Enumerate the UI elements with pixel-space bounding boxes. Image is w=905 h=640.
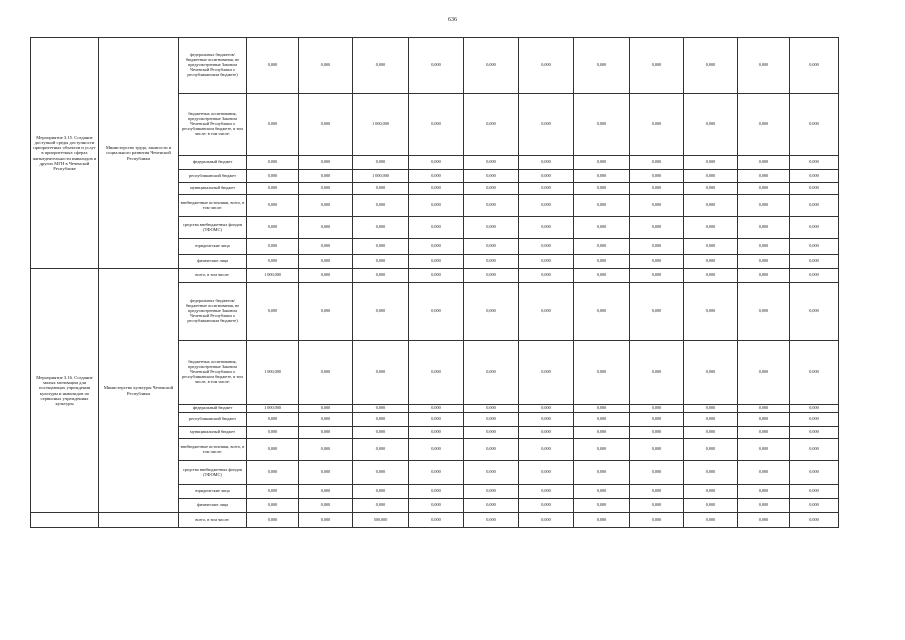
funding-source-label: физические лица bbox=[179, 255, 247, 269]
funding-value: 0,000 bbox=[684, 485, 738, 499]
funding-value: 0,000 bbox=[299, 170, 353, 183]
funding-value: 0,000 bbox=[464, 427, 519, 439]
funding-value: 0,000 bbox=[464, 170, 519, 183]
funding-source-label: юридические лица bbox=[179, 239, 247, 255]
table-row bbox=[31, 513, 839, 528]
funding-value: 0,000 bbox=[630, 269, 684, 283]
funding-value: 0,000 bbox=[630, 195, 684, 217]
funding-value: 0,000 bbox=[574, 413, 630, 427]
funding-value: 0,000 bbox=[353, 439, 409, 461]
funding-value: 0,000 bbox=[353, 156, 409, 170]
funding-value: 0,000 bbox=[409, 156, 464, 170]
funding-value: 0,000 bbox=[630, 427, 684, 439]
funding-source-label: муниципальный бюджет bbox=[179, 427, 247, 439]
funding-value: 0,000 bbox=[299, 217, 353, 239]
funding-value: 0,000 bbox=[790, 255, 839, 269]
funding-value: 0,000 bbox=[409, 239, 464, 255]
funding-value: 0,000 bbox=[630, 413, 684, 427]
funding-value: 0,000 bbox=[519, 513, 574, 528]
funding-value: 0,000 bbox=[409, 255, 464, 269]
funding-value: 0,000 bbox=[519, 269, 574, 283]
funding-value: 0,000 bbox=[738, 427, 790, 439]
executor-name: Министерство труда, занятости и социального развития Чеченской Республики bbox=[99, 38, 179, 269]
funding-source-label: физические лица bbox=[179, 499, 247, 513]
funding-value: 0,000 bbox=[409, 499, 464, 513]
funding-value: 0,000 bbox=[353, 38, 409, 94]
funding-value: 0,000 bbox=[299, 405, 353, 413]
funding-value: 0,000 bbox=[790, 195, 839, 217]
funding-value: 0,000 bbox=[519, 183, 574, 195]
funding-value: 0,000 bbox=[630, 439, 684, 461]
funding-value: 0,000 bbox=[464, 38, 519, 94]
funding-value: 0,000 bbox=[464, 183, 519, 195]
funding-value: 0,000 bbox=[247, 499, 299, 513]
funding-value: 0,000 bbox=[464, 195, 519, 217]
funding-value: 0,000 bbox=[738, 439, 790, 461]
funding-value: 0,000 bbox=[684, 255, 738, 269]
funding-value: 0,000 bbox=[738, 461, 790, 485]
funding-value: 0,000 bbox=[790, 341, 839, 405]
funding-source-label: внебюджетные источники, всего, в том числе: bbox=[179, 195, 247, 217]
funding-value: 0,000 bbox=[464, 461, 519, 485]
funding-value: 0,000 bbox=[464, 499, 519, 513]
funding-value: 0,000 bbox=[738, 405, 790, 413]
funding-value: 0,000 bbox=[684, 439, 738, 461]
funding-value: 0,000 bbox=[684, 170, 738, 183]
funding-value: 0,000 bbox=[738, 156, 790, 170]
funding-value: 0,000 bbox=[574, 405, 630, 413]
funding-value: 0,000 bbox=[519, 461, 574, 485]
funding-value: 0,000 bbox=[684, 38, 738, 94]
funding-source-label: федеральных бюджетов/бюджетные ассигнования, не предусмотренные Законом Чеченской Республики о республиканском бюджете) bbox=[179, 283, 247, 341]
funding-value: 0,000 bbox=[790, 38, 839, 94]
funding-value: 0,000 bbox=[299, 195, 353, 217]
funding-value: 0,000 bbox=[247, 239, 299, 255]
funding-value: 0,000 bbox=[519, 439, 574, 461]
funding-value: 0,000 bbox=[353, 413, 409, 427]
funding-value: 0,000 bbox=[790, 94, 839, 156]
funding-value: 0,000 bbox=[519, 499, 574, 513]
funding-value: 0,000 bbox=[247, 283, 299, 341]
executor-name bbox=[99, 513, 179, 528]
funding-value: 0,000 bbox=[684, 461, 738, 485]
funding-value: 0,000 bbox=[574, 255, 630, 269]
funding-value: 0,000 bbox=[409, 195, 464, 217]
table-row bbox=[31, 38, 839, 94]
funding-value: 0,000 bbox=[519, 239, 574, 255]
funding-value: 0,000 bbox=[738, 283, 790, 341]
funding-value: 0,000 bbox=[464, 341, 519, 405]
funding-value: 0,000 bbox=[684, 499, 738, 513]
funding-value: 0,000 bbox=[247, 195, 299, 217]
funding-value: 0,000 bbox=[299, 461, 353, 485]
financing-table bbox=[30, 37, 839, 528]
funding-value: 0,000 bbox=[409, 217, 464, 239]
funding-value: 0,000 bbox=[247, 217, 299, 239]
funding-value: 0,000 bbox=[574, 513, 630, 528]
measure-name: Мероприятие 3.16. Создание малых мотивации для посещающих учреждения культуры и инвалидов по сервисных учреждениях культуры bbox=[31, 269, 99, 513]
funding-source-label: республиканский бюджет bbox=[179, 413, 247, 427]
funding-value: 0,000 bbox=[574, 485, 630, 499]
funding-value: 0,000 bbox=[574, 439, 630, 461]
funding-value: 0,000 bbox=[409, 94, 464, 156]
funding-value: 0,000 bbox=[464, 269, 519, 283]
funding-value: 0,000 bbox=[409, 461, 464, 485]
funding-value: 0,000 bbox=[299, 269, 353, 283]
funding-value: 0,000 bbox=[464, 413, 519, 427]
funding-value: 0,000 bbox=[630, 156, 684, 170]
funding-value: 1 000,000 bbox=[247, 341, 299, 405]
funding-value: 0,000 bbox=[464, 513, 519, 528]
funding-value: 1 000,000 bbox=[353, 94, 409, 156]
funding-value: 1 000,000 bbox=[247, 269, 299, 283]
funding-value: 0,000 bbox=[630, 183, 684, 195]
measure-name bbox=[31, 513, 99, 528]
funding-value: 0,000 bbox=[630, 499, 684, 513]
funding-value: 0,000 bbox=[790, 217, 839, 239]
funding-value: 0,000 bbox=[630, 170, 684, 183]
funding-value: 0,000 bbox=[738, 413, 790, 427]
funding-value: 0,000 bbox=[409, 405, 464, 413]
funding-value: 0,000 bbox=[299, 183, 353, 195]
funding-value: 0,000 bbox=[353, 499, 409, 513]
funding-value: 0,000 bbox=[519, 94, 574, 156]
funding-value: 0,000 bbox=[353, 183, 409, 195]
funding-value: 0,000 bbox=[464, 439, 519, 461]
funding-value: 0,000 bbox=[684, 217, 738, 239]
funding-value: 0,000 bbox=[790, 170, 839, 183]
funding-value: 0,000 bbox=[247, 485, 299, 499]
funding-value: 0,000 bbox=[630, 485, 684, 499]
funding-value: 0,000 bbox=[630, 341, 684, 405]
funding-source-label: республиканский бюджет bbox=[179, 170, 247, 183]
funding-value: 0,000 bbox=[464, 156, 519, 170]
funding-value: 0,000 bbox=[790, 499, 839, 513]
funding-value: 0,000 bbox=[247, 255, 299, 269]
funding-value: 0,000 bbox=[247, 513, 299, 528]
funding-value: 0,000 bbox=[684, 413, 738, 427]
funding-value: 0,000 bbox=[630, 405, 684, 413]
funding-value: 0,000 bbox=[574, 283, 630, 341]
funding-value: 0,000 bbox=[409, 183, 464, 195]
funding-value: 0,000 bbox=[790, 269, 839, 283]
measure-name: Мероприятие 3.15. Создание доступной среды доступности приоритетных объектов и услуг в приоритетных сферах жизнедеятельности инвалидов и других МГН в Чеченской Республике bbox=[31, 38, 99, 269]
funding-value: 0,000 bbox=[630, 94, 684, 156]
funding-value: 0,000 bbox=[519, 156, 574, 170]
funding-source-label: юридические лица bbox=[179, 485, 247, 499]
funding-value: 0,000 bbox=[353, 269, 409, 283]
funding-value: 0,000 bbox=[353, 461, 409, 485]
page-number: 636 bbox=[448, 17, 457, 23]
funding-value: 0,000 bbox=[464, 255, 519, 269]
funding-value: 0,000 bbox=[519, 255, 574, 269]
funding-value: 0,000 bbox=[353, 239, 409, 255]
funding-value: 0,000 bbox=[574, 156, 630, 170]
funding-value: 0,000 bbox=[738, 170, 790, 183]
funding-source-label: всего, в том числе: bbox=[179, 269, 247, 283]
funding-source-label: федеральных бюджетов/бюджетные ассигнования, не предусмотренные Законом Чеченской Республики о республиканском бюджете) bbox=[179, 38, 247, 94]
funding-value: 0,000 bbox=[409, 413, 464, 427]
funding-value: 0,000 bbox=[790, 427, 839, 439]
funding-value: 0,000 bbox=[790, 183, 839, 195]
funding-value: 0,000 bbox=[353, 217, 409, 239]
funding-value: 0,000 bbox=[738, 195, 790, 217]
funding-value: 0,000 bbox=[738, 341, 790, 405]
funding-value: 0,000 bbox=[353, 195, 409, 217]
funding-source-label: федеральный бюджет bbox=[179, 156, 247, 170]
funding-value: 0,000 bbox=[738, 239, 790, 255]
funding-source-label: средства внебюджетных фондов (ТФОМС) bbox=[179, 217, 247, 239]
funding-value: 1 000,000 bbox=[353, 170, 409, 183]
funding-value: 0,000 bbox=[574, 499, 630, 513]
funding-source-label: бюджетных ассигнования, предусмотренные Законом Чеченской Республики о республиканском бюджете, в том числе: в том числе: bbox=[179, 94, 247, 156]
funding-source-label: всего, в том числе: bbox=[179, 513, 247, 528]
funding-value: 0,000 bbox=[519, 195, 574, 217]
funding-value: 0,000 bbox=[409, 38, 464, 94]
funding-value: 0,000 bbox=[630, 283, 684, 341]
funding-value: 0,000 bbox=[574, 170, 630, 183]
funding-source-label: внебюджетные источники, всего, в том числе: bbox=[179, 439, 247, 461]
funding-value: 0,000 bbox=[519, 38, 574, 94]
funding-value: 0,000 bbox=[299, 94, 353, 156]
funding-value: 0,000 bbox=[519, 170, 574, 183]
funding-value: 0,000 bbox=[684, 405, 738, 413]
funding-value: 0,000 bbox=[574, 183, 630, 195]
funding-value: 0,000 bbox=[684, 195, 738, 217]
funding-value: 0,000 bbox=[353, 255, 409, 269]
funding-value: 0,000 bbox=[738, 269, 790, 283]
funding-source-label: федеральный бюджет bbox=[179, 405, 247, 413]
funding-value: 0,000 bbox=[353, 283, 409, 341]
funding-value: 0,000 bbox=[247, 439, 299, 461]
funding-value: 0,000 bbox=[464, 217, 519, 239]
funding-value: 0,000 bbox=[409, 283, 464, 341]
funding-value: 0,000 bbox=[409, 513, 464, 528]
funding-value: 0,000 bbox=[738, 94, 790, 156]
funding-value: 0,000 bbox=[574, 195, 630, 217]
funding-value: 0,000 bbox=[247, 413, 299, 427]
funding-value: 0,000 bbox=[409, 485, 464, 499]
funding-value: 0,000 bbox=[299, 38, 353, 94]
funding-value: 1 000,000 bbox=[247, 405, 299, 413]
funding-value: 0,000 bbox=[630, 217, 684, 239]
funding-value: 0,000 bbox=[519, 405, 574, 413]
funding-value: 0,000 bbox=[519, 283, 574, 341]
funding-value: 0,000 bbox=[299, 485, 353, 499]
funding-value: 0,000 bbox=[299, 283, 353, 341]
funding-value: 0,000 bbox=[299, 499, 353, 513]
funding-value: 0,000 bbox=[684, 427, 738, 439]
funding-value: 0,000 bbox=[790, 485, 839, 499]
funding-value: 0,000 bbox=[353, 485, 409, 499]
funding-value: 0,000 bbox=[738, 513, 790, 528]
funding-value: 0,000 bbox=[353, 405, 409, 413]
funding-value: 0,000 bbox=[684, 341, 738, 405]
funding-value: 0,000 bbox=[630, 38, 684, 94]
funding-value: 0,000 bbox=[738, 499, 790, 513]
funding-value: 0,000 bbox=[790, 513, 839, 528]
funding-value: 0,000 bbox=[299, 427, 353, 439]
funding-value: 0,000 bbox=[684, 513, 738, 528]
funding-value: 0,000 bbox=[574, 94, 630, 156]
funding-value: 0,000 bbox=[299, 341, 353, 405]
funding-value: 0,000 bbox=[738, 255, 790, 269]
funding-value: 0,000 bbox=[464, 94, 519, 156]
funding-value: 0,000 bbox=[464, 485, 519, 499]
funding-value: 0,000 bbox=[684, 239, 738, 255]
funding-value: 0,000 bbox=[409, 439, 464, 461]
funding-value: 0,000 bbox=[519, 413, 574, 427]
funding-value: 0,000 bbox=[409, 269, 464, 283]
funding-value: 0,000 bbox=[630, 255, 684, 269]
funding-value: 0,000 bbox=[464, 239, 519, 255]
funding-value: 0,000 bbox=[519, 485, 574, 499]
funding-value: 0,000 bbox=[299, 156, 353, 170]
funding-value: 0,000 bbox=[790, 405, 839, 413]
funding-source-label: муниципальный бюджет bbox=[179, 183, 247, 195]
funding-value: 0,000 bbox=[684, 156, 738, 170]
funding-value: 0,000 bbox=[630, 461, 684, 485]
funding-value: 0,000 bbox=[684, 183, 738, 195]
funding-value: 0,000 bbox=[630, 239, 684, 255]
funding-value: 0,000 bbox=[409, 341, 464, 405]
funding-value: 0,000 bbox=[519, 217, 574, 239]
funding-value: 0,000 bbox=[790, 413, 839, 427]
funding-value: 0,000 bbox=[409, 170, 464, 183]
funding-value: 0,000 bbox=[790, 461, 839, 485]
funding-value: 0,000 bbox=[247, 38, 299, 94]
funding-value: 0,000 bbox=[684, 94, 738, 156]
funding-value: 0,000 bbox=[738, 217, 790, 239]
funding-value: 0,000 bbox=[790, 156, 839, 170]
funding-value: 0,000 bbox=[574, 427, 630, 439]
funding-value: 0,000 bbox=[630, 513, 684, 528]
funding-value: 0,000 bbox=[790, 239, 839, 255]
table-row bbox=[31, 269, 839, 283]
funding-value: 0,000 bbox=[464, 405, 519, 413]
funding-value: 0,000 bbox=[574, 341, 630, 405]
funding-value: 0,000 bbox=[247, 183, 299, 195]
funding-value: 0,000 bbox=[574, 217, 630, 239]
funding-value: 0,000 bbox=[574, 239, 630, 255]
funding-value: 500,000 bbox=[353, 513, 409, 528]
funding-value: 0,000 bbox=[790, 439, 839, 461]
funding-value: 0,000 bbox=[574, 38, 630, 94]
funding-value: 0,000 bbox=[519, 427, 574, 439]
funding-value: 0,000 bbox=[574, 461, 630, 485]
funding-value: 0,000 bbox=[519, 341, 574, 405]
funding-source-label: бюджетных ассигнования, предусмотренные Законом Чеченской Республики о республиканском бюджете, в том числе, в том числе: bbox=[179, 341, 247, 405]
funding-value: 0,000 bbox=[684, 269, 738, 283]
funding-value: 0,000 bbox=[574, 269, 630, 283]
funding-value: 0,000 bbox=[247, 94, 299, 156]
funding-value: 0,000 bbox=[738, 183, 790, 195]
funding-value: 0,000 bbox=[790, 283, 839, 341]
funding-value: 0,000 bbox=[247, 427, 299, 439]
funding-value: 0,000 bbox=[299, 413, 353, 427]
funding-value: 0,000 bbox=[247, 156, 299, 170]
funding-value: 0,000 bbox=[247, 170, 299, 183]
funding-value: 0,000 bbox=[299, 439, 353, 461]
funding-value: 0,000 bbox=[353, 427, 409, 439]
funding-value: 0,000 bbox=[738, 38, 790, 94]
funding-value: 0,000 bbox=[247, 461, 299, 485]
funding-value: 0,000 bbox=[299, 255, 353, 269]
funding-value: 0,000 bbox=[409, 427, 464, 439]
funding-value: 0,000 bbox=[684, 283, 738, 341]
funding-value: 0,000 bbox=[738, 485, 790, 499]
executor-name: Министерство культуры Чеченской Республики bbox=[99, 269, 179, 513]
funding-value: 0,000 bbox=[353, 341, 409, 405]
funding-value: 0,000 bbox=[299, 513, 353, 528]
funding-source-label: средства внебюджетных фондов (ТФОМС) bbox=[179, 461, 247, 485]
funding-value: 0,000 bbox=[464, 283, 519, 341]
funding-value: 0,000 bbox=[299, 239, 353, 255]
